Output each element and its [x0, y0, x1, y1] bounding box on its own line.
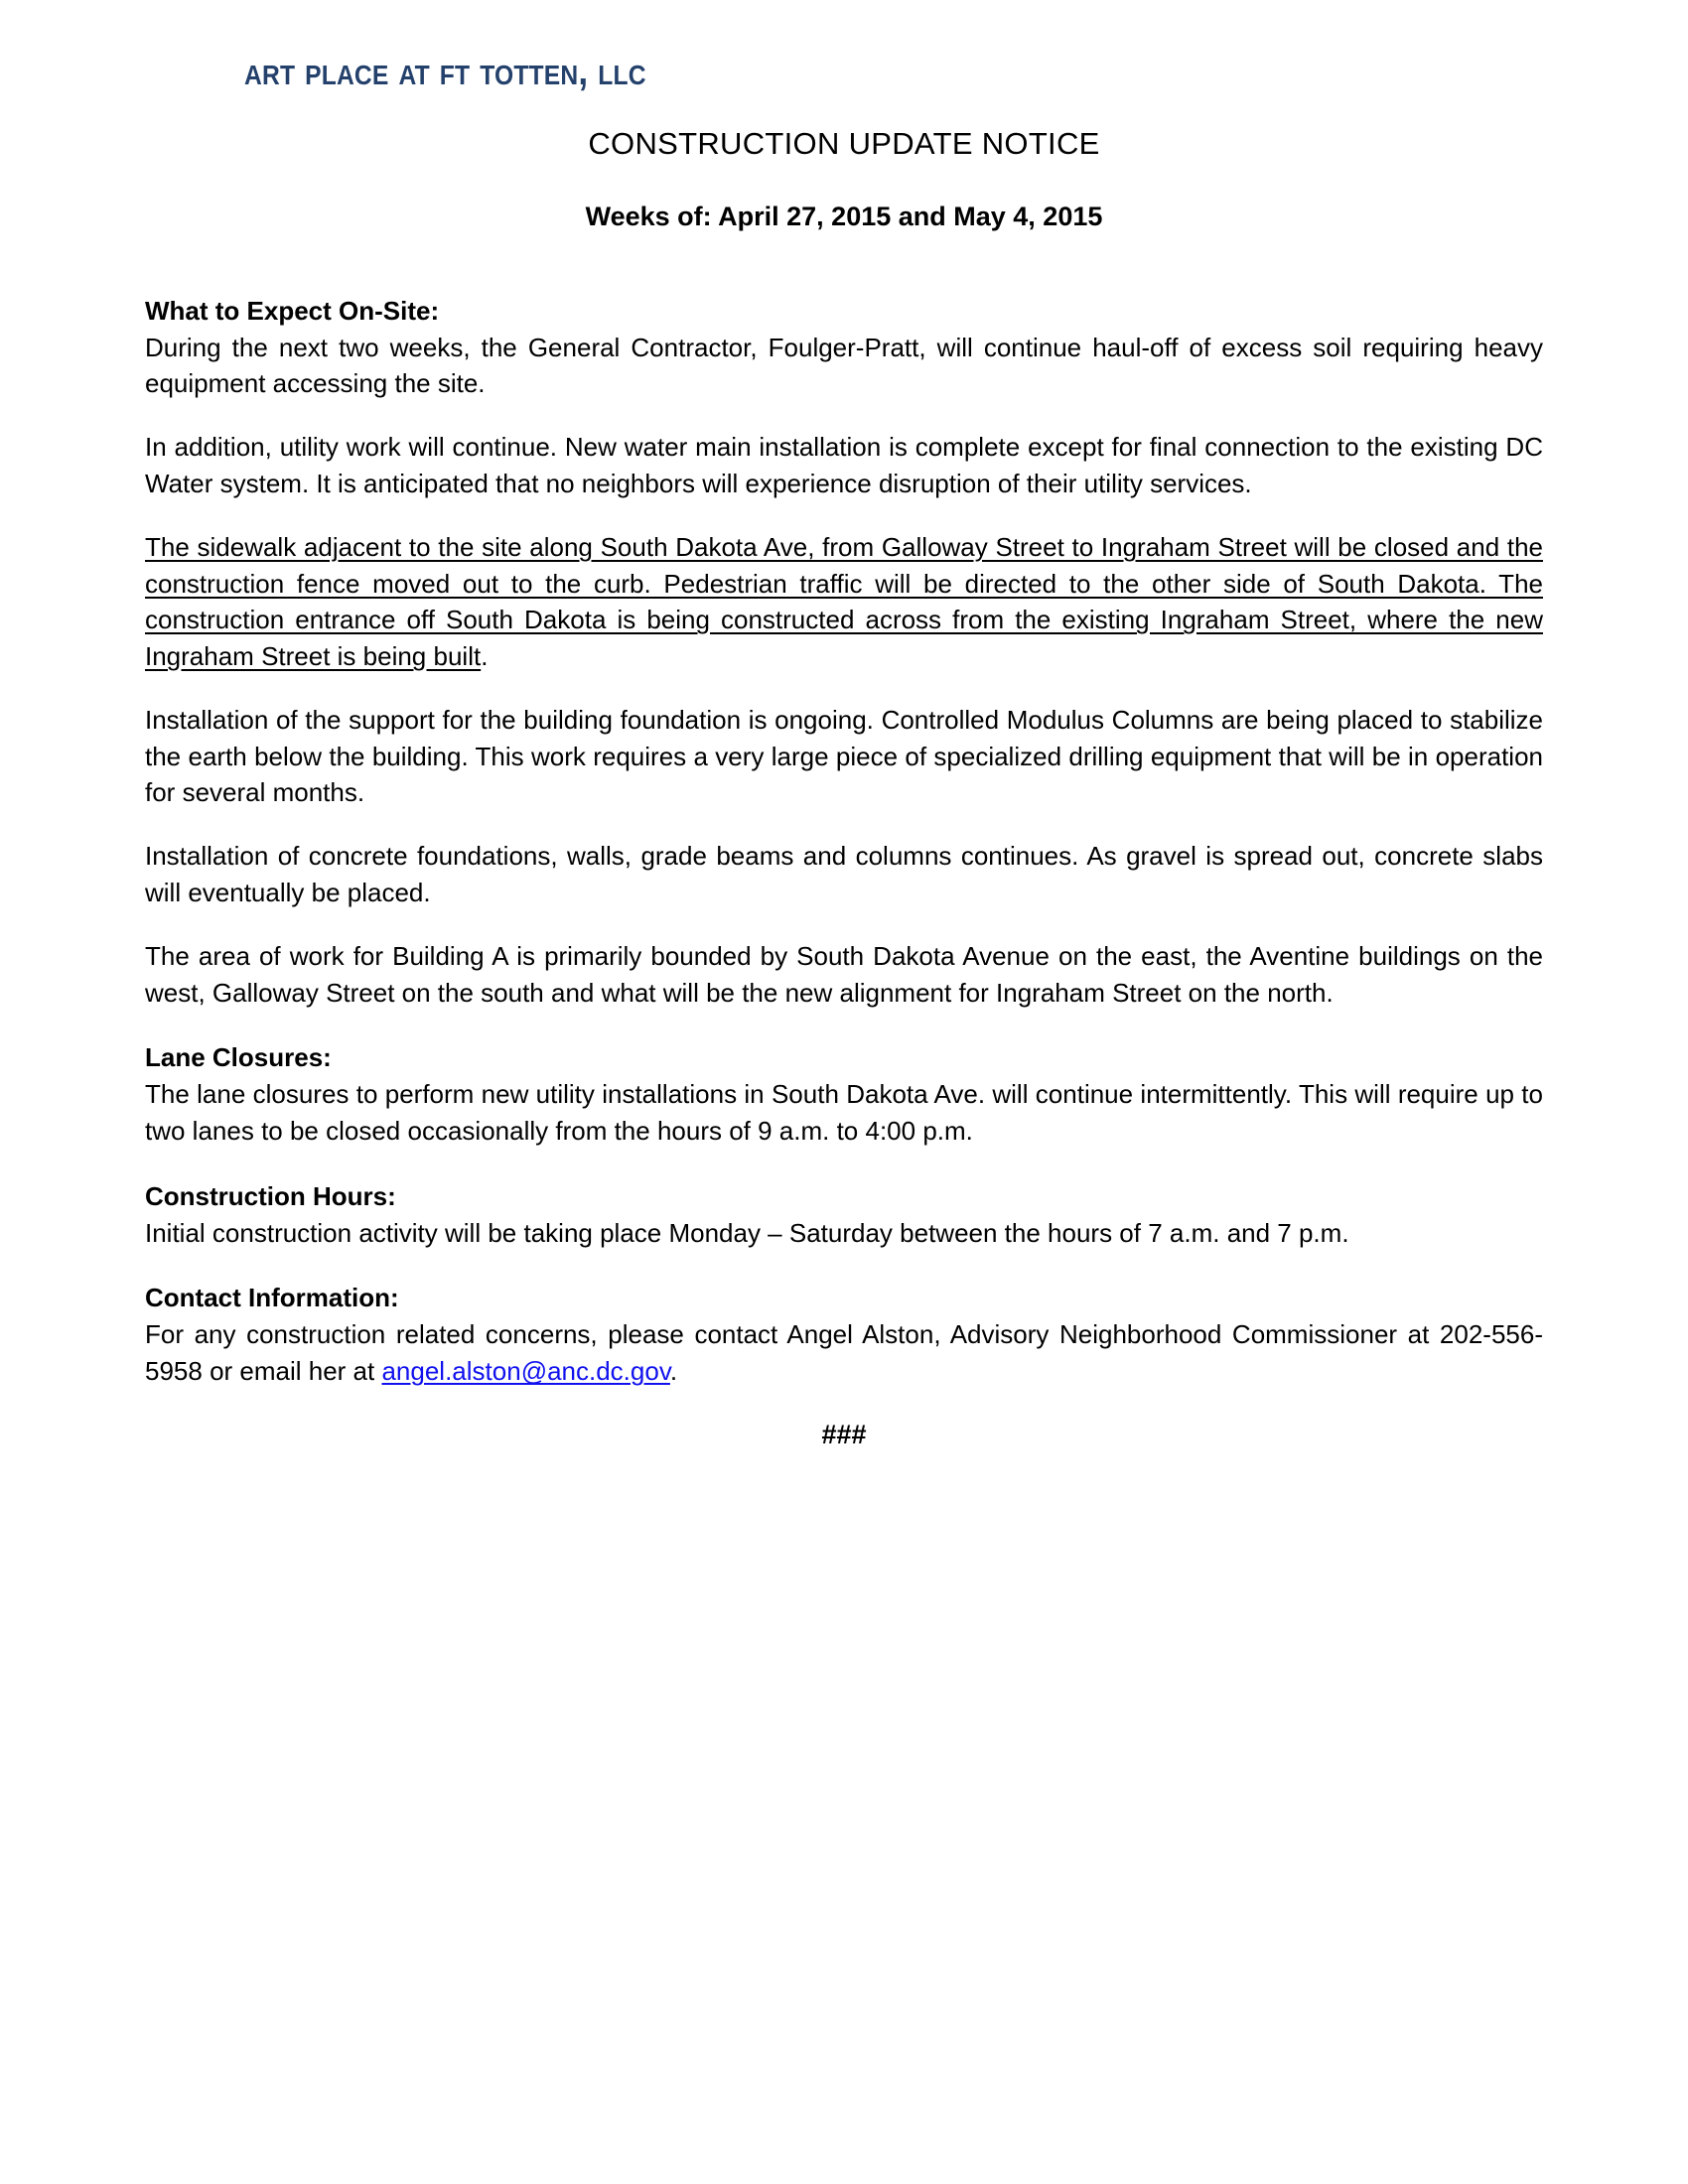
heading-lane-closures: Lane Closures:	[145, 1042, 332, 1073]
page-subtitle-dates: Weeks of: April 27, 2015 and May 4, 2015	[585, 202, 1103, 232]
letterhead	[0, 0, 1688, 91]
heading-construction-hours: Construction Hours:	[145, 1180, 396, 1211]
paragraph-building-a-area: The area of work for Building A is primarily bounded by South Dakota Avenue on the east, the Aventine buildings on the west, Galloway Street on the south and what will be the new alignment for Ingraham Street on the north.	[145, 940, 1543, 1008]
company-logo-text: art place at ft totten, llc	[244, 50, 646, 93]
document-body	[0, 294, 1688, 1450]
paragraph-construction-hours: Initial construction activity will be taking place Monday – Saturday between the hours of 7 a.m. and 7 p.m.	[145, 1217, 1349, 1248]
heading-what-to-expect: What to Expect On-Site:	[145, 295, 440, 326]
paragraph-concrete-foundations: Installation of concrete foundations, walls, grade beams and columns continues. As gravel is spread out, concrete slabs will eventually be placed.	[145, 841, 1543, 908]
paragraph-contact-information	[145, 1316, 1543, 1390]
paragraph-sidewalk-closure	[145, 529, 1543, 675]
contact-email-link[interactable]: angel.alston@anc.dc.gov	[381, 1356, 670, 1387]
contact-text-after-email: .	[669, 1356, 678, 1387]
paragraph-lane-closures: The lane closures to perform new utility installations in South Dakota Ave. will continue intermittently. This will require up to two lanes to be closed occasionally from the hours of 9 a.m. to 4:00 p.m.	[145, 1079, 1543, 1147]
paragraph-haul-off: During the next two weeks, the General Contractor, Foulger-Pratt, will continue haul-off of excess soil requiring heavy equipment accessing the site.	[145, 332, 1543, 399]
page-title: CONSTRUCTION UPDATE NOTICE	[588, 126, 1100, 161]
end-of-document-marker: ###	[821, 1419, 867, 1449]
contact-text-before-email: For any construction related concerns, please contact Angel Alston, Advisory Neighborhood Commissioner at 202-556-5958 or email her at	[145, 1319, 1543, 1387]
paragraph-foundation-support: Installation of the support for the building foundation is ongoing. Controlled Modulus Columns are being placed to stabilize the earth below the building. This work requires a very large piece of specialized drilling equipment that will be in operation for several months.	[145, 704, 1543, 808]
paragraph-utility-work: In addition, utility work will continue. New water main installation is complete except for final connection to the existing DC Water system. It is anticipated that no neighbors will experience disruption of their utility services.	[145, 432, 1543, 498]
heading-contact-information: Contact Information:	[145, 1283, 399, 1313]
sidewalk-closure-period: .	[481, 641, 489, 672]
sidewalk-closure-underlined-text: The sidewalk adjacent to the site along South Dakota Ave, from Galloway Street to Ingraham Street will be closed and the construction fence moved out to the curb. Pedestrian traffic will be directed to the other side of South Dakota. The construction entrance off South Dakota is being constructed across from the existing Ingraham Street, where the new Ingraham Street is being built	[145, 531, 1543, 672]
